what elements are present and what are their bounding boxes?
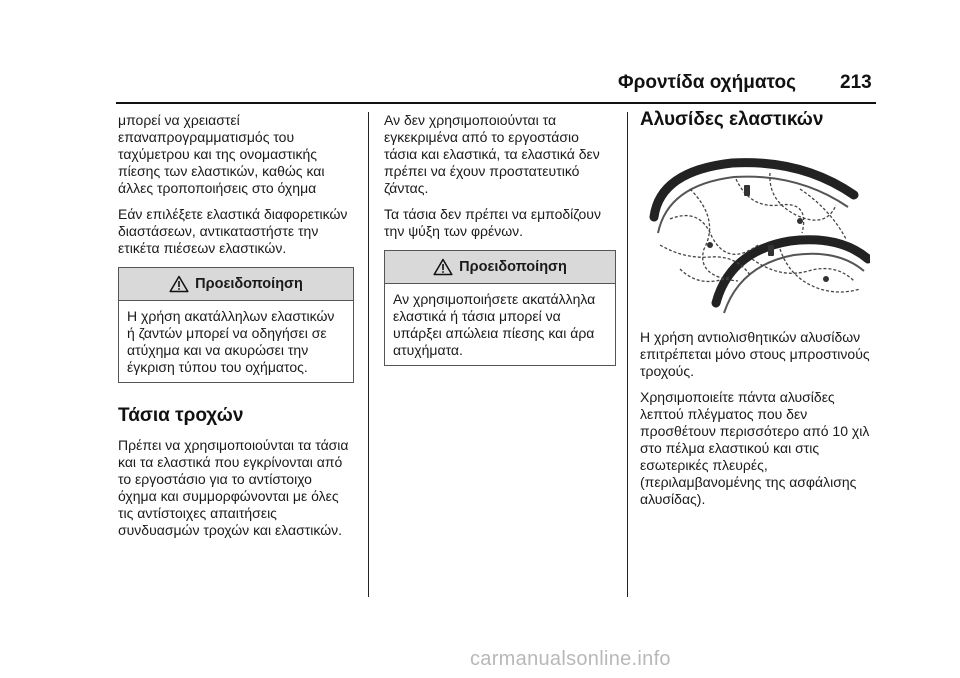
- watermark: carmanualsonline.info: [470, 648, 671, 670]
- column-divider: [627, 112, 628, 597]
- paragraph: Χρησιμοποιείτε πάντα αλυσίδες λεπτού πλέγματος που δεν προσθέτουν περισσότερο από 10 χιλ στο πέλμα ελαστικού και στις εσωτερικές πλευρές, (περιλαμβανομένης της ασφάλισης αλυσίδας).: [640, 389, 870, 507]
- warning-title: Προειδοποίηση: [195, 276, 303, 292]
- paragraph: Η χρήση αντιολισθητικών αλυσίδων επιτρέπεται μόνο στους μπροστινούς τροχούς.: [640, 329, 870, 379]
- warning-header: [385, 251, 615, 284]
- page-number: 213: [840, 72, 872, 93]
- warning-triangle-icon: [433, 258, 453, 276]
- column-left: [118, 112, 354, 548]
- header-title: Φροντίδα οχήματος: [618, 72, 796, 93]
- column-divider: [368, 112, 369, 597]
- warning-title: Προειδοποίηση: [459, 259, 567, 275]
- warning-text: Η χρήση ακατάλληλων ελαστικών ή ζαντών μπορεί να οδηγήσει σε ατύχημα και να ακυρώσει την έγκριση τύπου του οχήματος.: [127, 308, 335, 375]
- snow-chains-illustration-icon: [640, 149, 870, 319]
- page-header: [0, 64, 960, 104]
- paragraph: μπορεί να χρειαστεί επαναπρογραμματισμός του ταχύμετρου και της ονομαστικής πίεσης των ελαστικών, καθώς και άλλες τροποποιήσεις στο όχημα: [118, 112, 325, 196]
- header-rule: [116, 102, 876, 104]
- warning-box: [118, 267, 354, 383]
- column-middle: [384, 112, 616, 366]
- paragraph: Τα τάσια δεν πρέπει να εμποδίζουν την ψύξη των φρένων.: [384, 206, 601, 239]
- warning-box: [384, 250, 616, 366]
- section-title: Τάσια τροχών: [118, 405, 244, 426]
- column-right: [640, 109, 878, 517]
- paragraph: Πρέπει να χρησιμοποιούνται τα τάσια και τα ελαστικά που εγκρίνονται από το εργοστάσιο για το αντίστοιχο όχημα και συμμορφώνονται με όλες τις αντίστοιχες απαιτήσεις συνδυασμών τροχών και ελαστικών.: [118, 437, 349, 538]
- warning-text: Αν χρησιμοποιήσετε ακατάλληλα ελαστικά ή τάσια μπορεί να υπάρξει απώλεια πίεσης και άρα ατυχήματα.: [393, 291, 596, 358]
- warning-header: [119, 268, 353, 301]
- paragraph: Αν δεν χρησιμοποιούνται τα εγκεκριμένα από το εργοστάσιο τάσια και ελαστικά, τα ελαστικά δεν πρέπει να έχουν προστατευτικό ζάντας.: [384, 112, 600, 196]
- warning-triangle-icon: [169, 275, 189, 293]
- warning-body: [119, 301, 353, 382]
- warning-body: [385, 284, 615, 365]
- section-title: Αλυσίδες ελαστικών: [640, 109, 824, 130]
- paragraph: Εάν επιλέξετε ελαστικά διαφορετικών διαστάσεων, αντικαταστήστε την ετικέτα πιέσεων ελαστικών.: [118, 206, 348, 256]
